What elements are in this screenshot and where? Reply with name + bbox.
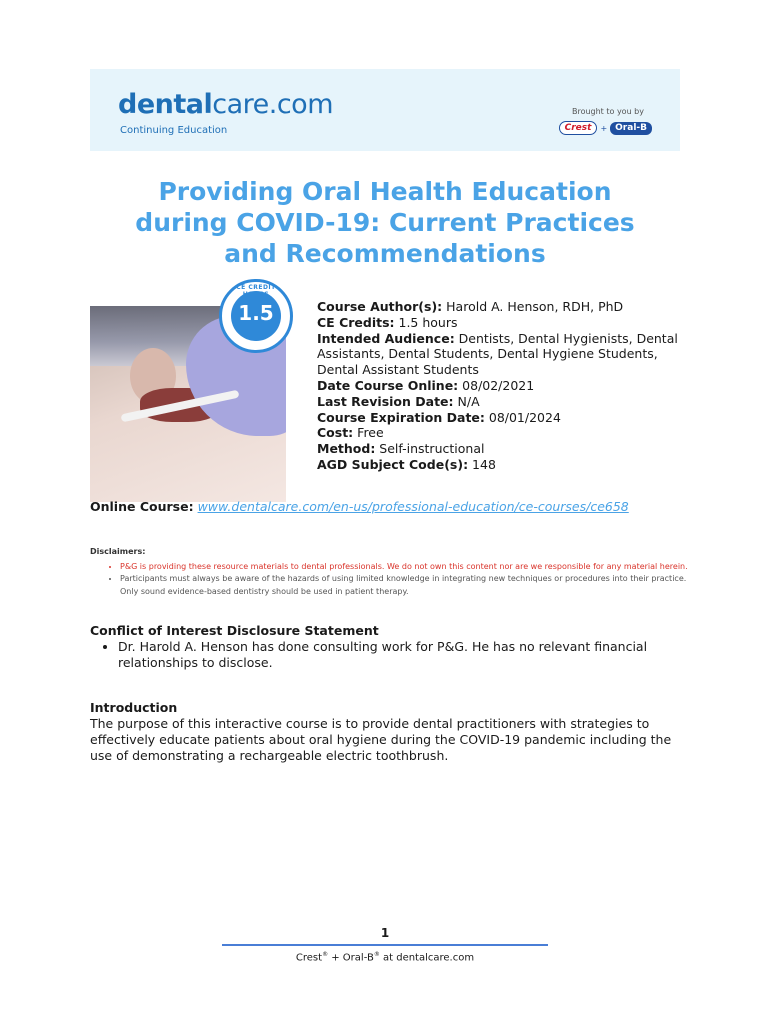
disclaimers [90, 546, 690, 598]
brought-to-you-by-label: Brought to you by [571, 107, 644, 116]
online-course [90, 499, 690, 515]
ce-credit-badge [219, 279, 293, 353]
conflict-list [90, 639, 690, 671]
sponsor-logos [559, 121, 652, 135]
logo-light-text: care.com [212, 89, 334, 120]
detail-value: Free [353, 425, 384, 441]
title-line-1: Providing Oral Health Education [158, 177, 612, 206]
detail-label: Method: [317, 441, 376, 457]
detail-author [317, 299, 687, 315]
footer-brand-middle: + Oral-B [328, 952, 374, 964]
logo-bold-text: dental [118, 89, 213, 120]
detail-method [317, 441, 687, 457]
detail-revision-date [317, 394, 687, 410]
introduction-body: The purpose of this interactive course is to provide dental practitioners with strategies to effectively educate patients about oral hygiene during the COVID-19 pandemic including the use of demonstrating a rechargeable electric toothbrush. [90, 716, 672, 763]
course-details [317, 299, 687, 473]
online-course-link[interactable]: www.dentalcare.com/en-us/professional-education/ce-courses/ce658 [197, 499, 629, 514]
detail-label: Course Author(s): [317, 299, 443, 314]
title-line-2: during COVID-19: Current Practices [135, 208, 635, 237]
footer-divider [222, 944, 548, 946]
conflict-heading: Conflict of Interest Disclosure Statement [90, 623, 379, 638]
disclaimers-list [90, 561, 690, 599]
conflict-of-interest [90, 623, 690, 671]
detail-value: Self-instructional [375, 441, 485, 457]
continuing-education-tagline: Continuing Education [120, 125, 228, 136]
conflict-item: • Dr. Harold A. Henson has done consulting work for P&G. He has no relevant financial relationships to disclose. [118, 639, 690, 671]
disclaimers-heading: Disclaimers: [90, 547, 146, 556]
detail-value: 148 [468, 456, 496, 472]
detail-label: Cost: [317, 425, 354, 441]
footer-text [0, 951, 770, 963]
detail-ce-credits [317, 315, 687, 331]
header-banner [90, 69, 680, 151]
crest-logo: Crest [559, 121, 598, 135]
detail-agd-code [317, 457, 687, 473]
detail-date-online [317, 378, 687, 394]
oral-b-logo: Oral-B [610, 122, 652, 135]
footer-brand-tail: at dentalcare.com [379, 952, 475, 964]
course-title [110, 176, 660, 269]
footer-reg-mark: ® [322, 951, 329, 958]
page-number: 1 [380, 926, 390, 940]
footer-reg-mark-2: ® [373, 951, 380, 958]
online-course-label: Online Course: [90, 499, 194, 514]
detail-label: CE Credits: [317, 314, 395, 330]
title-line-3: and Recommendations [224, 239, 546, 268]
detail-value: Dentists, Dental Hygienists, Dental Assistants, Dental Students, Dental Hygiene Students, Dental Assistant Students [317, 330, 678, 378]
detail-label: AGD Subject Code(s): [317, 456, 469, 472]
badge-label: CE CREDIT [236, 284, 276, 291]
detail-audience [317, 331, 687, 378]
detail-value: 08/01/2024 [484, 409, 561, 425]
footer-brand-crest: Crest [295, 952, 323, 964]
detail-label: Course Expiration Date: [317, 409, 485, 425]
disclaimer-item: • Participants must always be aware of the hazards of using limited knowledge in integrating new techniques or procedures into their practice. Only sound evidence-based dentistry should be used in patient therapy. [120, 573, 690, 598]
introduction [90, 700, 690, 764]
detail-label: Last Revision Date: [317, 393, 454, 409]
detail-value: 1.5 hours [394, 314, 458, 330]
detail-label: Date Course Online: [317, 377, 459, 393]
detail-value: 08/02/2021 [458, 377, 535, 393]
disclaimer-item: • P&G is providing these resource materials to dental professionals. We do not own this content nor are we responsible for any material herein. [120, 561, 690, 574]
detail-value: Harold A. Henson, RDH, PhD [442, 299, 624, 314]
detail-label: Intended Audience: [317, 330, 455, 346]
introduction-heading: Introduction [90, 700, 178, 715]
detail-cost [317, 425, 687, 441]
badge-credit-value: 1.5 [238, 301, 274, 325]
dentalcare-logo[interactable] [118, 91, 333, 118]
detail-value: N/A [453, 393, 480, 409]
brand-separator: + [600, 123, 608, 133]
detail-expiration-date [317, 410, 687, 426]
